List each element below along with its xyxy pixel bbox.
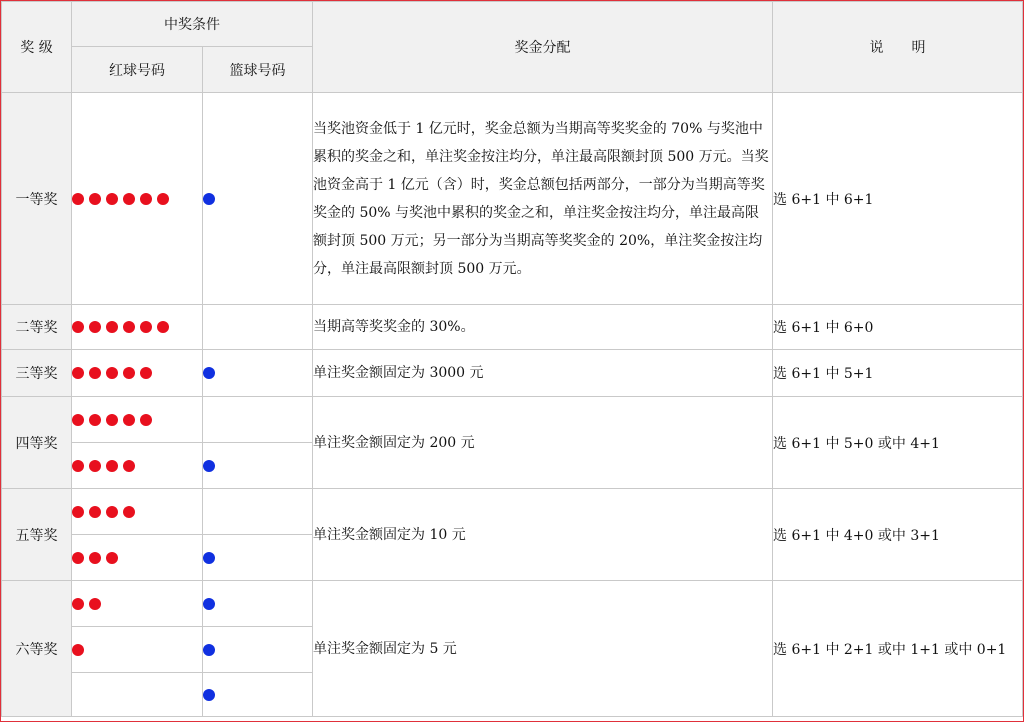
red-balls bbox=[72, 350, 203, 397]
blue-ball-icon bbox=[203, 598, 215, 610]
red-ball-icon bbox=[157, 321, 169, 333]
red-ball-icon bbox=[72, 506, 84, 518]
grade-third: 三等奖 bbox=[2, 350, 72, 397]
header-grade: 奖 级 bbox=[2, 2, 72, 93]
red-balls bbox=[72, 627, 203, 673]
table-row bbox=[2, 581, 1023, 627]
prize-note: 选 6+1 中 5+1 bbox=[773, 350, 1023, 397]
table-row bbox=[2, 305, 1023, 350]
red-ball-icon bbox=[72, 552, 84, 564]
header-condition: 中奖条件 bbox=[72, 2, 313, 47]
red-ball-icon bbox=[140, 414, 152, 426]
red-ball-icon bbox=[106, 321, 118, 333]
prize-note: 选 6+1 中 4+0 或中 3+1 bbox=[773, 489, 1023, 581]
red-ball-icon bbox=[157, 193, 169, 205]
blue-balls bbox=[203, 443, 313, 489]
blue-ball-icon bbox=[203, 644, 215, 656]
red-ball-icon bbox=[140, 367, 152, 379]
blue-ball-icon bbox=[203, 552, 215, 564]
red-ball-icon bbox=[106, 193, 118, 205]
prize-note: 选 6+1 中 6+1 bbox=[773, 93, 1023, 305]
grade-second: 二等奖 bbox=[2, 305, 72, 350]
red-ball-icon bbox=[89, 598, 101, 610]
red-ball-icon bbox=[140, 321, 152, 333]
red-ball-icon bbox=[89, 506, 101, 518]
red-balls bbox=[72, 93, 203, 305]
red-ball-icon bbox=[72, 460, 84, 472]
red-balls bbox=[72, 673, 203, 717]
header-red: 红球号码 bbox=[72, 47, 203, 93]
blue-balls bbox=[203, 535, 313, 581]
prize-note: 选 6+1 中 5+0 或中 4+1 bbox=[773, 397, 1023, 489]
red-balls bbox=[72, 443, 203, 489]
grade-fourth: 四等奖 bbox=[2, 397, 72, 489]
red-balls bbox=[72, 535, 203, 581]
red-ball-icon bbox=[123, 414, 135, 426]
prize-note: 选 6+1 中 6+0 bbox=[773, 305, 1023, 350]
red-ball-icon bbox=[106, 552, 118, 564]
red-ball-icon bbox=[72, 193, 84, 205]
grade-sixth: 六等奖 bbox=[2, 581, 72, 717]
header-note: 说 明 bbox=[773, 2, 1023, 93]
red-ball-icon bbox=[140, 193, 152, 205]
blue-balls bbox=[203, 673, 313, 717]
prize-distribution: 单注奖金额固定为 5 元 bbox=[313, 581, 773, 717]
red-ball-icon bbox=[123, 506, 135, 518]
table-row bbox=[2, 397, 1023, 443]
blue-balls bbox=[203, 627, 313, 673]
blue-ball-icon bbox=[203, 367, 215, 379]
header-blue: 篮球号码 bbox=[203, 47, 313, 93]
red-ball-icon bbox=[106, 414, 118, 426]
prize-distribution: 当期高等奖奖金的 30%。 bbox=[313, 305, 773, 350]
red-ball-icon bbox=[89, 414, 101, 426]
red-ball-icon bbox=[72, 598, 84, 610]
prize-note: 选 6+1 中 2+1 或中 1+1 或中 0+1 bbox=[773, 581, 1023, 717]
red-balls bbox=[72, 489, 203, 535]
red-ball-icon bbox=[123, 460, 135, 472]
red-ball-icon bbox=[106, 367, 118, 379]
red-ball-icon bbox=[123, 193, 135, 205]
blue-ball-icon bbox=[203, 689, 215, 701]
red-ball-icon bbox=[123, 367, 135, 379]
red-ball-icon bbox=[72, 644, 84, 656]
table-row bbox=[2, 350, 1023, 397]
red-ball-icon bbox=[72, 367, 84, 379]
prize-distribution: 单注奖金额固定为 10 元 bbox=[313, 489, 773, 581]
red-ball-icon bbox=[123, 321, 135, 333]
blue-balls bbox=[203, 581, 313, 627]
red-ball-icon bbox=[106, 506, 118, 518]
prize-distribution: 单注奖金额固定为 3000 元 bbox=[313, 350, 773, 397]
red-ball-icon bbox=[106, 460, 118, 472]
red-ball-icon bbox=[89, 367, 101, 379]
red-ball-icon bbox=[89, 460, 101, 472]
blue-balls bbox=[203, 305, 313, 350]
red-balls bbox=[72, 305, 203, 350]
red-ball-icon bbox=[72, 321, 84, 333]
prize-distribution: 单注奖金额固定为 200 元 bbox=[313, 397, 773, 489]
red-ball-icon bbox=[89, 193, 101, 205]
blue-ball-icon bbox=[203, 193, 215, 205]
prize-table bbox=[1, 1, 1023, 717]
blue-balls bbox=[203, 93, 313, 305]
grade-first: 一等奖 bbox=[2, 93, 72, 305]
header-row bbox=[2, 2, 1023, 47]
red-ball-icon bbox=[72, 414, 84, 426]
table-row bbox=[2, 93, 1023, 305]
blue-balls bbox=[203, 350, 313, 397]
table-row bbox=[2, 489, 1023, 535]
blue-balls bbox=[203, 397, 313, 443]
blue-ball-icon bbox=[203, 460, 215, 472]
prize-distribution: 当奖池资金低于 1 亿元时，奖金总额为当期高等奖奖金的 70% 与奖池中累积的奖金之和，单注奖金按注均分，单注最高限额封顶 500 万元。当奖池资金高于 1 亿元（含）时，奖金总额包括两部分，一部分为当期高等奖奖金的 50% 与奖池中累积的奖金之和，单注奖金按注均分，单注最高限额封顶 500 万元；另一部分为当期高等奖奖金的 20%，单注奖金按注均分，单注最高限额封顶 500 万元。 bbox=[313, 93, 773, 305]
grade-fifth: 五等奖 bbox=[2, 489, 72, 581]
red-ball-icon bbox=[89, 552, 101, 564]
blue-balls bbox=[203, 489, 313, 535]
red-balls bbox=[72, 397, 203, 443]
header-distribution: 奖金分配 bbox=[313, 2, 773, 93]
red-balls bbox=[72, 581, 203, 627]
red-ball-icon bbox=[89, 321, 101, 333]
